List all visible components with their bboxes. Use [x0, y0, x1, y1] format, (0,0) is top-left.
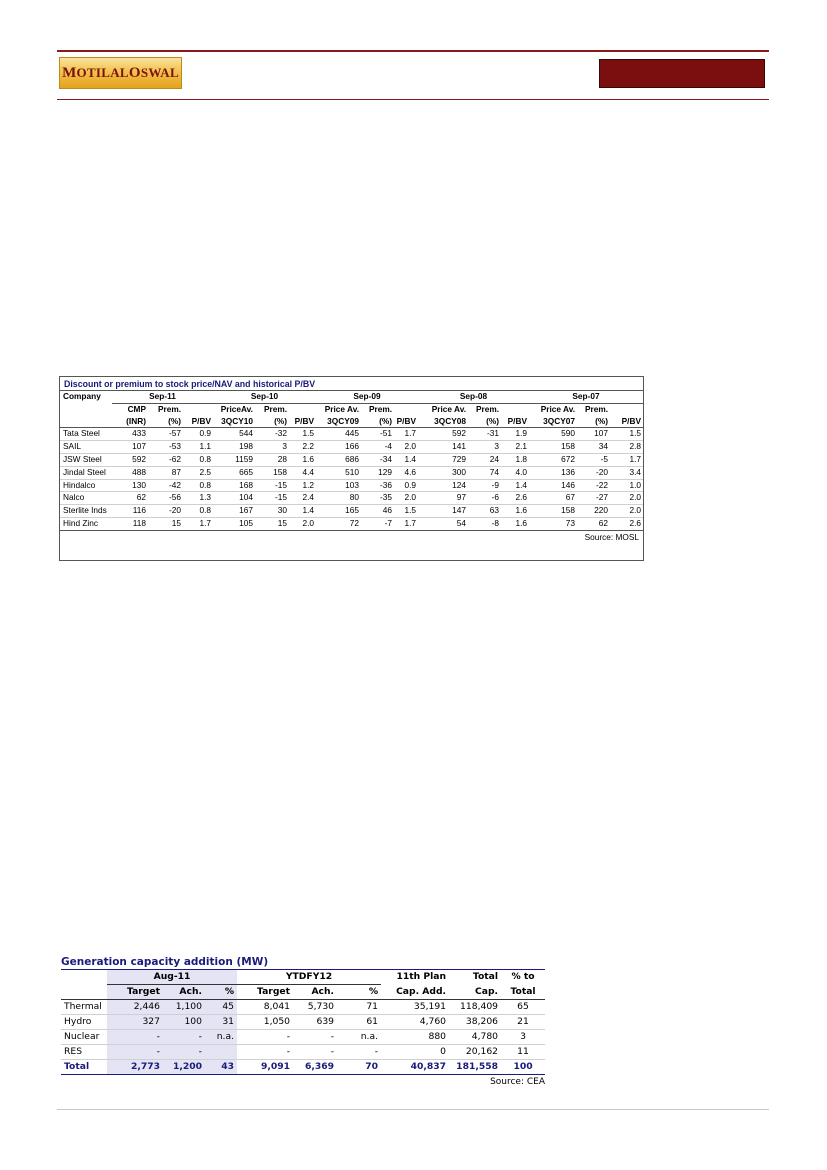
row-label: Nuclear [61, 1030, 107, 1045]
valuation-subheader-cell: P/BV [183, 416, 213, 428]
table-cell: 220 [577, 505, 610, 518]
table-cell: 1159 [213, 453, 255, 466]
table-cell: 1.6 [501, 505, 529, 518]
table-cell: 15 [255, 517, 289, 530]
table-cell: 24 [468, 453, 501, 466]
company-name: Sterlite Inds [60, 505, 112, 518]
table-row [60, 492, 643, 505]
table-cell: 15 [148, 517, 183, 530]
period-header: Sep-08 [418, 391, 529, 403]
valuation-subheader-row-2 [60, 416, 643, 428]
period-header: Sep-11 [112, 391, 213, 403]
table-cell: -22 [577, 479, 610, 492]
table-row [60, 517, 643, 530]
company-name: Nalco [60, 492, 112, 505]
table-cell: 72 [316, 517, 361, 530]
table-cell: -15 [255, 492, 289, 505]
table-row [60, 441, 643, 454]
table-cell: 62 [112, 492, 148, 505]
table-cell: -5 [577, 453, 610, 466]
table-cell: -20 [148, 505, 183, 518]
table-cell: 130 [112, 479, 148, 492]
table-cell: 116 [112, 505, 148, 518]
table-cell: 9,091 [237, 1060, 293, 1075]
table-cell: 28 [255, 453, 289, 466]
table-cell: 2,446 [107, 1000, 163, 1015]
table-cell: 80 [316, 492, 361, 505]
company-name: JSW Steel [60, 453, 112, 466]
table-row [61, 1045, 545, 1060]
valuation-subheader-cell: P/BV [610, 416, 643, 428]
row-label: Total [61, 1060, 107, 1075]
table-cell: -20 [577, 466, 610, 479]
valuation-subheader-cell [183, 403, 213, 415]
table-cell: - [107, 1030, 163, 1045]
table-cell: -35 [361, 492, 394, 505]
table-cell: 0.9 [394, 479, 418, 492]
company-name: Hind Zinc [60, 517, 112, 530]
table-cell: -8 [468, 517, 501, 530]
table-cell: 20,162 [449, 1045, 501, 1060]
table-cell: 129 [361, 466, 394, 479]
capacity-table [61, 955, 545, 1089]
table-cell: 118,409 [449, 1000, 501, 1015]
table-cell: 146 [529, 479, 577, 492]
table-cell: 87 [148, 466, 183, 479]
table-cell: 103 [316, 479, 361, 492]
table-cell: -56 [148, 492, 183, 505]
total-row [61, 1060, 545, 1075]
sub-header: Ach. [293, 985, 337, 1000]
capacity-table-title: Generation capacity addition (MW) [61, 955, 545, 970]
table-row [61, 1000, 545, 1015]
table-cell: 8,041 [237, 1000, 293, 1015]
motilal-oswal-logo: M OTILAL O SWAL [59, 57, 182, 89]
plan-header: 11th Plan [396, 971, 447, 983]
total-cap-subheader: Cap. [449, 985, 501, 1000]
table-cell: 2.0 [610, 492, 643, 505]
table-cell: -32 [255, 428, 289, 441]
table-cell: -9 [468, 479, 501, 492]
table-cell: 1.4 [394, 453, 418, 466]
company-name: SAIL [60, 441, 112, 454]
table-cell: 2.1 [501, 441, 529, 454]
table-cell: 46 [361, 505, 394, 518]
valuation-subheader-cell [289, 403, 316, 415]
valuation-subheader-cell: (%) [361, 416, 394, 428]
pct-header: % to [511, 971, 535, 983]
footer-rule [57, 1109, 769, 1110]
row-label: RES [61, 1045, 107, 1060]
valuation-subheader-cell: (%) [255, 416, 289, 428]
table-cell: -4 [361, 441, 394, 454]
valuation-subheader-cell: 3QCY07 [529, 416, 577, 428]
table-cell: 544 [213, 428, 255, 441]
table-cell: n.a. [337, 1030, 381, 1045]
table-cell: - [337, 1045, 381, 1060]
company-name: Hindalco [60, 479, 112, 492]
table-cell: 0.8 [183, 479, 213, 492]
table-cell: 1.7 [183, 517, 213, 530]
table-cell: 1.8 [501, 453, 529, 466]
table-cell: 30 [255, 505, 289, 518]
valuation-subheader-cell: (%) [577, 416, 610, 428]
table-cell: -6 [468, 492, 501, 505]
table-cell: -31 [468, 428, 501, 441]
group-header-ytdfy12: YTDFY12 [237, 970, 381, 985]
table-cell: 672 [529, 453, 577, 466]
table-cell: 158 [529, 441, 577, 454]
table-cell: 592 [112, 453, 148, 466]
table-cell: 100 [501, 1060, 545, 1075]
header-red-box [599, 59, 765, 88]
table-cell: 65 [501, 1000, 545, 1015]
valuation-subheader-cell: (%) [148, 416, 183, 428]
table-cell: 11 [501, 1045, 545, 1060]
table-cell: 74 [468, 466, 501, 479]
valuation-subheader-cell: Prem. [475, 403, 499, 414]
table-cell: 2.5 [183, 466, 213, 479]
table-cell: 1,100 [163, 1000, 205, 1015]
table-cell: 3.4 [610, 466, 643, 479]
row-label: Hydro [61, 1015, 107, 1030]
row-label: Thermal [61, 1000, 107, 1015]
valuation-subheader-cell [501, 403, 529, 415]
valuation-subheader-cell: 3QCY10 [213, 416, 255, 428]
table-cell: 0 [381, 1045, 449, 1060]
table-cell: 592 [418, 428, 468, 441]
table-cell: 1.2 [289, 479, 316, 492]
company-name: Tata Steel [60, 428, 112, 441]
table-row [61, 1030, 545, 1045]
valuation-subheader-cell: PriceAv. [220, 403, 253, 414]
table-cell: 1.0 [610, 479, 643, 492]
table-cell: 1.1 [183, 441, 213, 454]
table-cell: -15 [255, 479, 289, 492]
valuation-source: Source: MOSL [584, 531, 639, 542]
table-cell: 147 [418, 505, 468, 518]
table-cell: 300 [418, 466, 468, 479]
table-cell: 4,780 [449, 1030, 501, 1045]
table-row [60, 453, 643, 466]
table-cell: 2.6 [501, 492, 529, 505]
table-cell: 0.8 [183, 505, 213, 518]
table-cell: 40,837 [381, 1060, 449, 1075]
table-cell: 71 [337, 1000, 381, 1015]
table-cell: 67 [529, 492, 577, 505]
table-cell: 38,206 [449, 1015, 501, 1030]
table-cell: 2.0 [394, 441, 418, 454]
table-cell: 63 [468, 505, 501, 518]
valuation-subheader-cell: Price Av. [431, 403, 466, 414]
table-cell: 2.6 [610, 517, 643, 530]
table-cell: 488 [112, 466, 148, 479]
table-cell: 31 [205, 1015, 237, 1030]
valuation-subheader-cell: P/BV [394, 416, 418, 428]
period-header: Sep-10 [213, 391, 316, 403]
total-cap-header: Total [472, 971, 499, 983]
table-cell: 1.7 [394, 517, 418, 530]
valuation-subheader-cell [394, 403, 418, 415]
table-row [60, 428, 643, 441]
valuation-subheader-cell: Prem. [368, 403, 392, 414]
valuation-subheader-cell: 3QCY09 [316, 416, 361, 428]
valuation-table [59, 376, 644, 561]
group-header-aug11: Aug-11 [107, 970, 237, 985]
table-cell: 104 [213, 492, 255, 505]
valuation-subheader-cell: P/BV [501, 416, 529, 428]
valuation-subheader-cell: (%) [468, 416, 501, 428]
header-bottom-rule [57, 99, 769, 100]
table-cell: -42 [148, 479, 183, 492]
table-cell: 118 [112, 517, 148, 530]
table-cell: -57 [148, 428, 183, 441]
table-row [61, 1015, 545, 1030]
table-cell: 686 [316, 453, 361, 466]
table-cell: 0.9 [183, 428, 213, 441]
valuation-subheader-cell: Prem. [157, 403, 181, 414]
table-cell: 433 [112, 428, 148, 441]
table-cell: 1.6 [501, 517, 529, 530]
table-cell: 5,730 [293, 1000, 337, 1015]
table-cell: 198 [213, 441, 255, 454]
table-cell: 1.5 [394, 505, 418, 518]
table-cell: 1.5 [610, 428, 643, 441]
valuation-subheader-cell: Price Av. [324, 403, 359, 414]
table-cell: 54 [418, 517, 468, 530]
table-cell: 2,773 [107, 1060, 163, 1075]
valuation-subheader-cell: Prem. [584, 403, 608, 414]
table-cell: 105 [213, 517, 255, 530]
table-cell: 107 [577, 428, 610, 441]
period-header: Sep-07 [529, 391, 643, 403]
table-cell: - [237, 1030, 293, 1045]
table-cell: 4.0 [501, 466, 529, 479]
table-cell: 167 [213, 505, 255, 518]
sub-header: Target [237, 985, 293, 1000]
table-cell: -27 [577, 492, 610, 505]
table-cell: 2.8 [610, 441, 643, 454]
table-cell: - [293, 1030, 337, 1045]
table-cell: 1,050 [237, 1015, 293, 1030]
table-cell: 1.9 [501, 428, 529, 441]
table-cell: 61 [337, 1015, 381, 1030]
valuation-subheader-cell [610, 403, 643, 415]
table-cell: 4.6 [394, 466, 418, 479]
table-cell: 107 [112, 441, 148, 454]
table-cell: 3 [468, 441, 501, 454]
sub-header: % [205, 985, 237, 1000]
valuation-subheader-cell: Prem. [263, 403, 287, 414]
table-row [60, 479, 643, 492]
capacity-source: Source: CEA [490, 1077, 545, 1087]
table-cell: 2.0 [394, 492, 418, 505]
table-cell: 3 [255, 441, 289, 454]
table-cell: 43 [205, 1060, 237, 1075]
company-name: Jindal Steel [60, 466, 112, 479]
table-cell: 327 [107, 1015, 163, 1030]
table-cell: 168 [213, 479, 255, 492]
company-column-header: Company [63, 391, 101, 402]
table-cell: 136 [529, 466, 577, 479]
table-cell: 1.7 [610, 453, 643, 466]
period-header: Sep-09 [316, 391, 418, 403]
sub-header: % [337, 985, 381, 1000]
table-cell: - [293, 1045, 337, 1060]
table-cell: 0.8 [183, 453, 213, 466]
table-cell: - [163, 1030, 205, 1045]
table-cell: 158 [529, 505, 577, 518]
table-cell: 3 [501, 1030, 545, 1045]
table-cell: 1.3 [183, 492, 213, 505]
table-cell: 100 [163, 1015, 205, 1030]
table-cell: 1.4 [289, 505, 316, 518]
pct-subheader: Total [501, 985, 545, 1000]
valuation-subheader-cell: (INR) [112, 416, 148, 428]
table-cell: - [107, 1045, 163, 1060]
table-cell: 880 [381, 1030, 449, 1045]
table-cell: 1,200 [163, 1060, 205, 1075]
table-cell: 4.4 [289, 466, 316, 479]
table-cell: -36 [361, 479, 394, 492]
table-cell: -7 [361, 517, 394, 530]
header-top-rule [57, 50, 769, 52]
table-cell: 2.0 [289, 517, 316, 530]
table-cell: 639 [293, 1015, 337, 1030]
table-cell: 141 [418, 441, 468, 454]
table-cell: 35,191 [381, 1000, 449, 1015]
table-cell: - [237, 1045, 293, 1060]
sub-header: Ach. [163, 985, 205, 1000]
table-cell: 73 [529, 517, 577, 530]
table-cell: -62 [148, 453, 183, 466]
table-cell: 34 [577, 441, 610, 454]
table-cell: 1.7 [394, 428, 418, 441]
table-cell: 165 [316, 505, 361, 518]
table-cell: 445 [316, 428, 361, 441]
table-cell: 1.5 [289, 428, 316, 441]
table-cell: 97 [418, 492, 468, 505]
table-cell: 166 [316, 441, 361, 454]
sub-header: Target [107, 985, 163, 1000]
table-cell: -51 [361, 428, 394, 441]
table-cell: 4,760 [381, 1015, 449, 1030]
table-cell: 665 [213, 466, 255, 479]
table-cell: 158 [255, 466, 289, 479]
valuation-subheader-cell: Price Av. [540, 403, 575, 414]
table-cell: - [163, 1045, 205, 1060]
table-cell: 729 [418, 453, 468, 466]
valuation-table-title: Discount or premium to stock price/NAV and historical P/BV [60, 377, 643, 391]
table-row [60, 466, 643, 479]
table-cell: 1.6 [289, 453, 316, 466]
plan-subheader: Cap. Add. [381, 985, 449, 1000]
table-cell: -34 [361, 453, 394, 466]
table-cell: 181,558 [449, 1060, 501, 1075]
table-cell: 45 [205, 1000, 237, 1015]
table-cell: 124 [418, 479, 468, 492]
table-cell: 590 [529, 428, 577, 441]
table-cell: 70 [337, 1060, 381, 1075]
valuation-subheader-cell: P/BV [289, 416, 316, 428]
table-cell: 2.2 [289, 441, 316, 454]
table-cell: -53 [148, 441, 183, 454]
table-cell [205, 1045, 237, 1060]
table-cell: 510 [316, 466, 361, 479]
table-cell: 1.4 [501, 479, 529, 492]
table-row [60, 505, 643, 518]
table-cell: 2.0 [610, 505, 643, 518]
table-cell: 2.4 [289, 492, 316, 505]
valuation-subheader-cell: CMP [127, 403, 146, 414]
table-cell: 62 [577, 517, 610, 530]
table-cell: 6,369 [293, 1060, 337, 1075]
valuation-subheader-cell: 3QCY08 [418, 416, 468, 428]
valuation-subheader-row-1 [60, 403, 643, 415]
table-cell: 21 [501, 1015, 545, 1030]
table-cell: n.a. [205, 1030, 237, 1045]
